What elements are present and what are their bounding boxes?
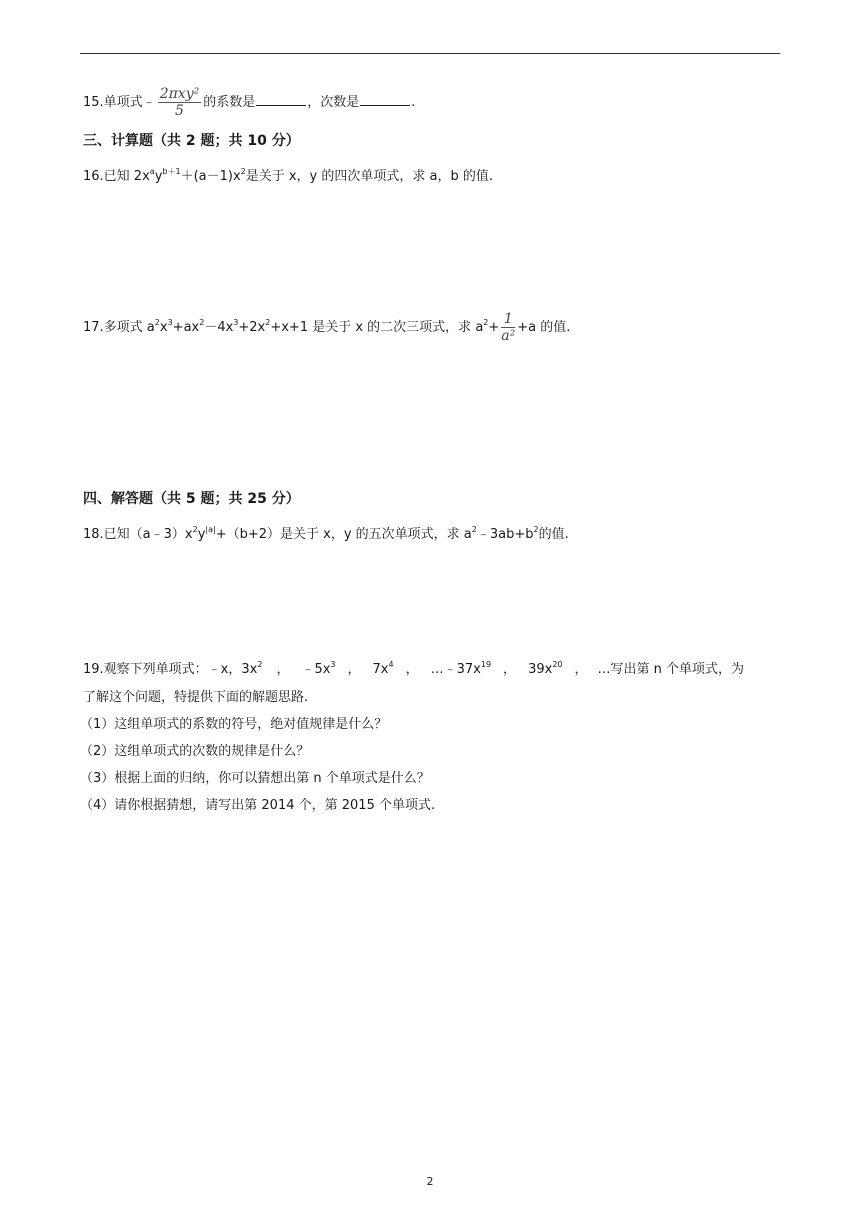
fraction-1-over-a2 (501, 311, 515, 344)
question-19-item-1: （1）这组单项式的系数的符号，绝对值规律是什么？ (80, 717, 388, 732)
q18-text: 的值. (538, 527, 569, 542)
answer-blank-coefficient[interactable] (256, 93, 306, 106)
page-number: 2 (426, 1175, 434, 1188)
q17-sup: 2 (199, 318, 205, 327)
question-18 (83, 525, 569, 545)
q19-text: ， (347, 662, 361, 677)
q16-sup: a (149, 167, 155, 176)
q17-text: +x+1 是关于 x 的二次三项式，求 a (270, 320, 484, 335)
q18-text: y (197, 527, 206, 542)
q17-text: + (488, 320, 500, 335)
question-17 (83, 311, 570, 344)
q18-sup: 2 (192, 525, 198, 534)
q19-text: 7x (372, 662, 389, 677)
question-19-item-2: （2）这组单项式的次数的规律是什么？ (80, 744, 310, 759)
q19-text: ， (276, 662, 290, 677)
section-4-heading: 四、解答题（共 5 题；共 25 分） (83, 491, 300, 507)
q15-degree-text: ，次数是 (307, 95, 360, 110)
q18-text: ﹣3ab+b (476, 527, 534, 542)
question-19-item-4: （4）请你根据猜想，请写出第 2014 个，第 2015 个单项式. (80, 798, 436, 813)
q18-sup: 2 (471, 525, 477, 534)
q18-text: 18.已知（a﹣3）x (83, 527, 193, 542)
question-16 (83, 167, 493, 187)
q17-text: +a 的值. (517, 320, 571, 335)
q16-text: 是关于 x，y 的四次单项式，求 a，b 的值. (245, 169, 494, 184)
section-3-heading: 三、计算题（共 2 题；共 10 分） (83, 133, 300, 149)
q17-sup: 2 (154, 318, 160, 327)
q19-sup: 2 (257, 660, 263, 669)
q17-text: +ax (172, 320, 200, 335)
q19-text: …﹣37x (430, 662, 481, 677)
q16-text: y (154, 169, 163, 184)
fraction-denominator: 5 (174, 103, 184, 119)
q18-sup: 2 (533, 525, 539, 534)
fraction-numerator: 1 (501, 311, 515, 328)
q18-sup: |a| (205, 525, 216, 534)
q19-sup: 4 (388, 660, 394, 669)
question-19-line-2: 了解这个问题，特提供下面的解题思路. (83, 690, 309, 705)
q16-text: ＋(a－1)x (180, 169, 241, 184)
question-19-item-3: （3）根据上面的归纳，你可以猜想出第 n 个单项式是什么？ (80, 771, 430, 786)
q18-text: +（b+2）是关于 x，y 的五次单项式，求 a (215, 527, 472, 542)
q15-end: . (411, 95, 416, 110)
fraction-denominator: a² (501, 328, 516, 344)
q19-sup: 20 (552, 660, 563, 669)
header-rule (80, 53, 780, 54)
q19-text: 39x (528, 662, 553, 677)
fraction-numerator: 2πxy² (159, 86, 200, 102)
q17-text: 17.多项式 a (83, 320, 155, 335)
question-15 (83, 86, 415, 119)
q19-sup: 19 (480, 660, 492, 669)
q17-sup: 3 (167, 318, 173, 327)
q16-text: 16.已知 2x (83, 169, 150, 184)
q19-text: ， (503, 662, 517, 677)
question-19-line-1 (83, 660, 744, 680)
answer-blank-degree[interactable] (360, 93, 410, 106)
q17-sup: 2 (265, 318, 271, 327)
q19-sup: 3 (330, 660, 336, 669)
q15-prefix: 15.单项式﹣ (83, 95, 156, 110)
q17-sup: 2 (483, 318, 489, 327)
q19-text: ﹣5x (301, 662, 331, 677)
q17-sup: 3 (233, 318, 239, 327)
q15-coefficient-text: 的系数是 (203, 95, 256, 110)
q17-text: +2x (238, 320, 266, 335)
q16-sup: b＋1 (162, 167, 181, 176)
q19-text: ， (574, 662, 588, 677)
fraction-2pixy2-over-5 (158, 86, 202, 119)
q16-sup: 2 (240, 167, 246, 176)
q17-text: －4x (204, 320, 234, 335)
q19-text: ， (405, 662, 419, 677)
q19-text: …写出第 n 个单项式，为 (597, 662, 745, 677)
q17-text: x (159, 320, 168, 335)
q19-text: 19.观察下列单项式：﹣x，3x (83, 662, 258, 677)
